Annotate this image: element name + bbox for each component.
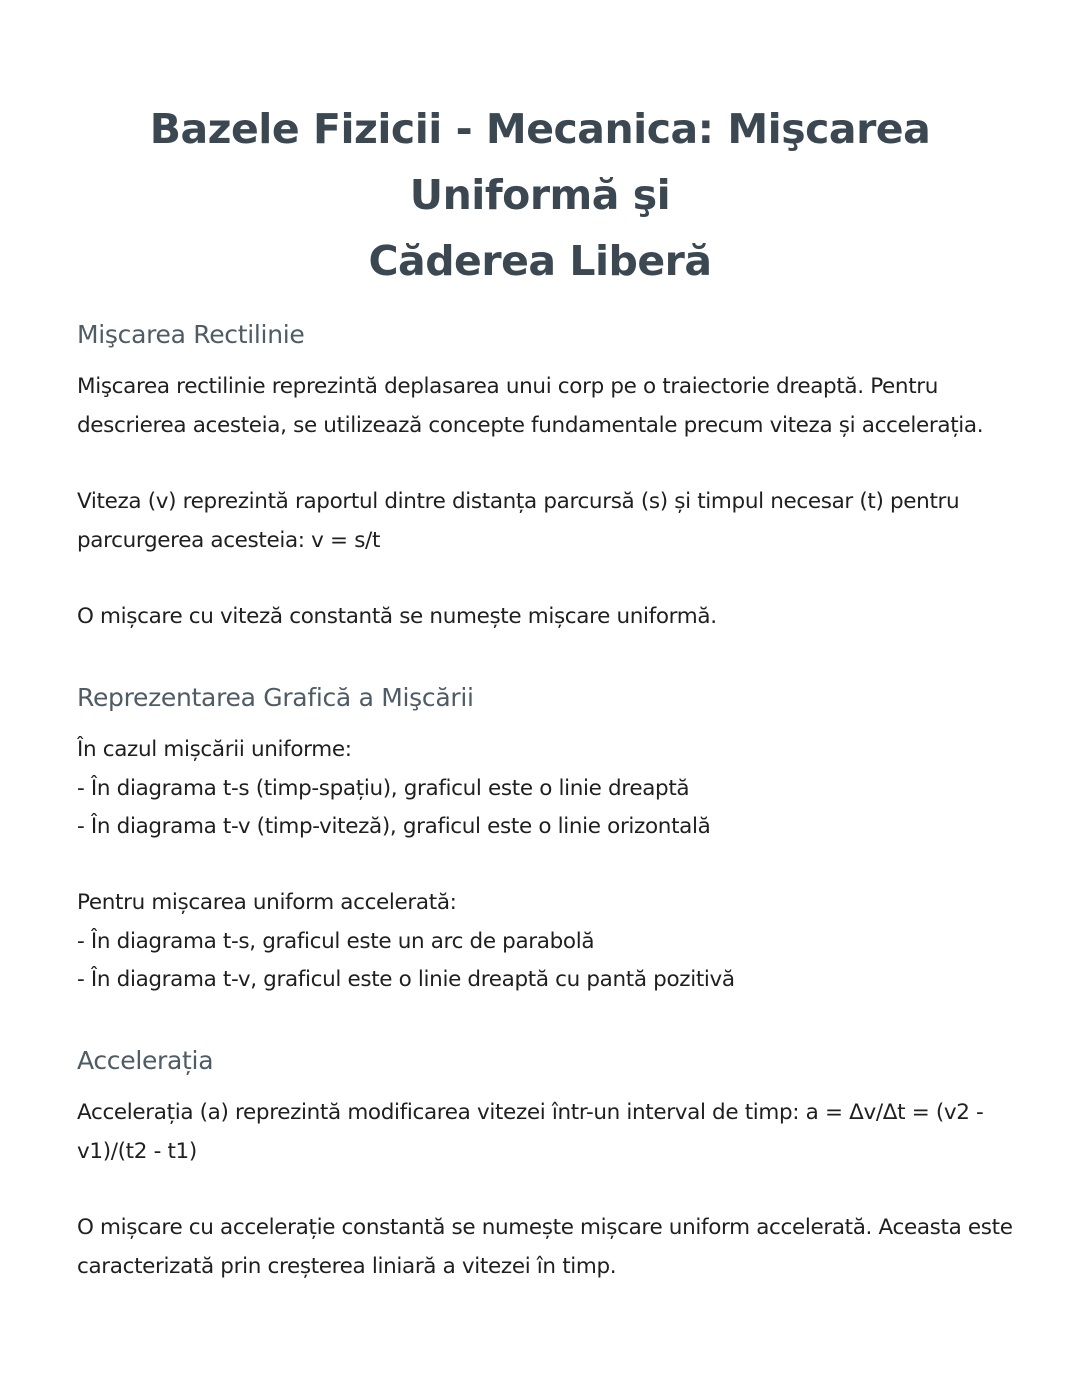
list-item: - În diagrama t-s (timp-spațiu), graficul este o linie dreaptă xyxy=(77,775,690,801)
section-heading-reprezentarea-grafica: Reprezentarea Grafică a Mişcării xyxy=(77,683,474,712)
paragraph xyxy=(77,1209,1013,1286)
paragraph xyxy=(77,1094,1007,1171)
paragraph-line: parcurgerea acesteia: v = s/t xyxy=(77,527,381,553)
page-title xyxy=(90,96,990,294)
paragraph-line: Accelerația (a) reprezintă modificarea vitezei într-un interval de timp: a = Δv/Δt = (v2 - xyxy=(77,1100,984,1125)
list-item: - În diagrama t-v, graficul este o linie dreaptă cu pantă pozitivă xyxy=(77,967,735,992)
paragraph xyxy=(77,483,1007,560)
paragraph-line: O mișcare cu accelerație constantă se numește mișcare uniform accelerată. Aceasta este xyxy=(77,1215,1013,1240)
section-heading-miscarea-rectilinie: Mişcarea Rectilinie xyxy=(77,320,305,349)
section-heading-acceleratia: Accelerația xyxy=(77,1046,214,1075)
paragraph xyxy=(77,884,1007,1000)
paragraph-line: descrierea acesteia, se utilizează concepte fundamentale precum viteza și accelerația. xyxy=(77,412,984,438)
paragraph xyxy=(77,368,1007,445)
page-title-line-1: Bazele Fizicii - Mecanica: Mişcarea Uniformă şi xyxy=(149,105,931,219)
paragraph xyxy=(77,598,1007,637)
paragraph xyxy=(77,731,1007,847)
list-item: - În diagrama t-s, graficul este un arc de parabolă xyxy=(77,928,595,954)
list-item: - În diagrama t-v (timp-viteză), graficul este o linie orizontală xyxy=(77,814,711,839)
paragraph-line: În cazul mișcării uniforme: xyxy=(77,737,352,762)
paragraph-line: v1)/(t2 - t1) xyxy=(77,1138,197,1164)
paragraph-line: Mişcarea rectilinie reprezintă deplasarea unui corp pe o traiectorie dreaptă. Pentru xyxy=(77,374,939,399)
paragraph-line: Viteza (v) reprezintă raportul dintre distanța parcursă (s) și timpul necesar (t) pentru xyxy=(77,489,960,514)
paragraph-line: caracterizată prin creșterea liniară a vitezei în timp. xyxy=(77,1253,617,1279)
page-title-line-2: Căderea Liberă xyxy=(368,237,712,285)
paragraph-line: Pentru mișcarea uniform accelerată: xyxy=(77,890,457,915)
paragraph-line: O mișcare cu viteză constantă se numește mișcare uniformă. xyxy=(77,604,717,629)
